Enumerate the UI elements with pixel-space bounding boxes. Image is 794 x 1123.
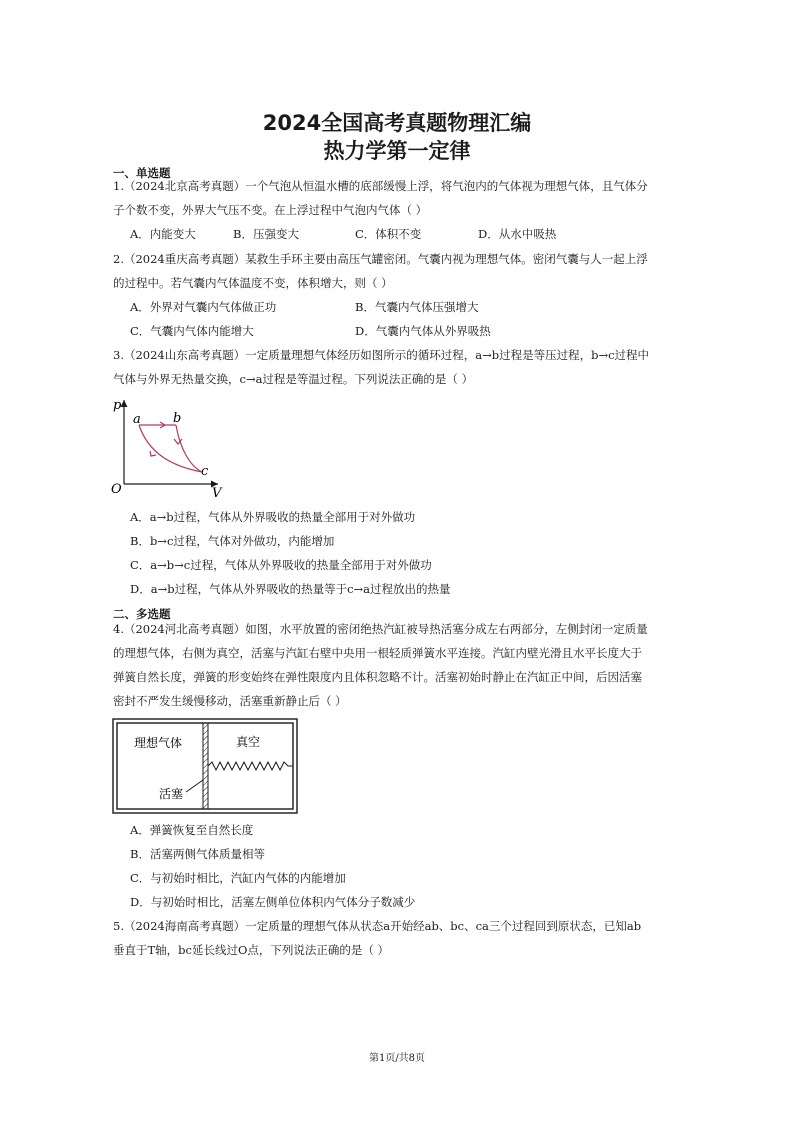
q3-option-a: A．a→b过程，气体从外界吸收的热量全部用于对外做功 xyxy=(130,510,416,524)
q4-piston-label: 活塞 xyxy=(159,787,184,801)
q3-point-a-label: a xyxy=(133,412,141,427)
section-multiple-choice: 二、多选题 xyxy=(113,607,171,621)
q1-option-c: C．体积不变 xyxy=(355,227,422,241)
q5-stem-line2: 垂直于T轴，bc延长线过O点，下列说法正确的是（ ） xyxy=(113,943,390,957)
q1-option-b: B．压强变大 xyxy=(233,227,299,241)
q4-ideal-gas-label: 理想气体 xyxy=(134,736,183,750)
q3-stem-line2: 气体与外界无热量交换，c→a过程是等温过程。下列说法正确的是（ ） xyxy=(113,372,474,386)
page-footer: 第1页/共8页 xyxy=(368,1053,426,1064)
q5-stem-line1: 5.（2024海南高考真题）一定质量的理想气体从状态a开始经ab、bc、ca三个过程回到原状态，已知ab xyxy=(113,919,642,933)
q3-option-d: D．a→b过程，气体从外界吸收的热量等于c→a过程放出的热量 xyxy=(130,582,451,596)
q4-option-b: B．活塞两侧气体质量相等 xyxy=(130,847,265,861)
q4-stem-line3: 弹簧自然长度，弹簧的形变始终在弹性限度内且体积忽略不计。活塞初始时静止在汽缸正中间，后因活塞 xyxy=(113,670,642,684)
q3-origin-label: O xyxy=(111,482,122,497)
q2-option-b: B．气囊内气体压强增大 xyxy=(355,300,479,314)
q3-pv-diagram xyxy=(110,394,230,502)
q3-stem-line1: 3.（2024山东高考真题）一定质量理想气体经历如图所示的循环过程，a→b过程是等压过程，b→c过程中 xyxy=(113,348,650,362)
q4-cylinder-diagram xyxy=(112,718,298,814)
q1-stem-line2: 子个数不变，外界大气压不变。在上浮过程中气泡内气体（ ） xyxy=(113,203,428,217)
q2-stem-line1: 2.（2024重庆高考真题）某救生手环主要由高压气罐密闭。气囊内视为理想气体。密闭气囊与人一起上浮 xyxy=(113,252,648,266)
q1-stem-line1: 1.（2024北京高考真题）一个气泡从恒温水槽的底部缓慢上浮，将气泡内的气体视为理想气体，且气体分 xyxy=(113,179,648,193)
page-title: 2024全国高考真题物理汇编 xyxy=(262,111,532,135)
q4-option-d: D．与初始时相比，活塞左侧单位体积内气体分子数减少 xyxy=(130,895,416,909)
page-subtitle: 热力学第一定律 xyxy=(323,139,471,163)
q4-piston xyxy=(203,723,208,809)
q3-point-c-label: c xyxy=(201,464,209,479)
section-single-choice: 一、单选题 xyxy=(113,166,171,180)
q2-stem-line2: 的过程中。若气囊内气体温度不变，体积增大，则（ ） xyxy=(113,276,393,290)
q1-option-d: D．从水中吸热 xyxy=(478,227,557,241)
q3-option-c: C．a→b→c过程，气体从外界吸收的热量全部用于对外做功 xyxy=(130,558,432,572)
q2-option-d: D．气囊内气体从外界吸热 xyxy=(355,324,491,338)
q3-p-axis-label: p xyxy=(113,398,122,413)
q3-point-b-label: b xyxy=(173,411,182,426)
q4-stem-line2: 的理想气体，右侧为真空，活塞与汽缸右壁中央用一根轻质弹簧水平连接。汽缸内壁光滑且水平长度大于 xyxy=(113,646,642,660)
q2-option-c: C．气囊内气体内能增大 xyxy=(130,324,254,338)
q4-option-c: C．与初始时相比，汽缸内气体的内能增加 xyxy=(130,871,346,885)
q3-option-b: B．b→c过程，气体对外做功，内能增加 xyxy=(130,534,335,548)
q2-option-a: A．外界对气囊内气体做正功 xyxy=(130,300,277,314)
q4-vacuum-label: 真空 xyxy=(236,735,261,749)
q4-stem-line1: 4.（2024河北高考真题）如图，水平放置的密闭绝热汽缸被导热活塞分成左右两部分，左侧封闭一定质量 xyxy=(113,622,648,636)
q4-option-a: A．弹簧恢复至自然长度 xyxy=(130,823,254,837)
q3-arrow-ca xyxy=(150,451,156,456)
q3-v-axis-label: V xyxy=(212,486,222,501)
q3-path-bc xyxy=(176,425,202,472)
q1-option-a: A．内能变大 xyxy=(130,227,196,241)
q4-stem-line4: 密封不严发生缓慢移动，活塞重新静止后（ ） xyxy=(113,694,347,708)
